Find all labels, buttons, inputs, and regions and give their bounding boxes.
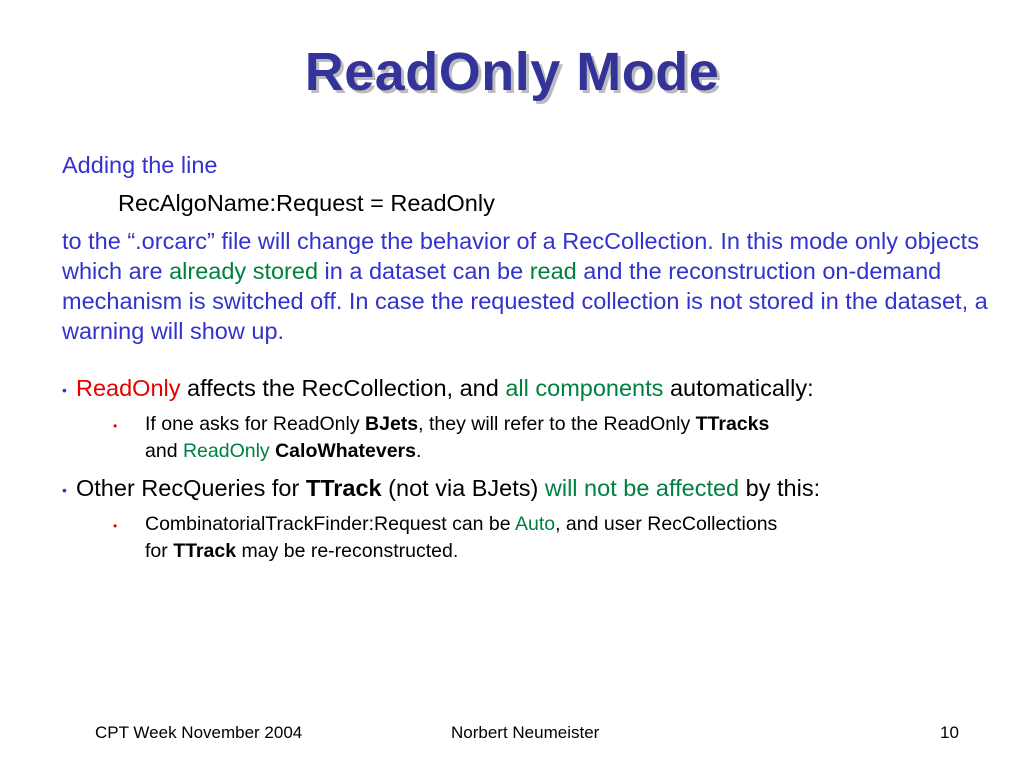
bullet2-e: by this: [739, 475, 821, 501]
sub1-c: , they will refer to the ReadOnly [418, 413, 696, 435]
sub-bullet-combinatorial [113, 511, 993, 565]
bullet-readonly [62, 373, 1002, 405]
intro-line: Adding the line [62, 152, 218, 178]
sub-bullet-dot: • [113, 419, 118, 433]
intro-text-e: and the reconstruction on-demand mechanism is switched off. In case the requested collection is not stored in the dataset, a warning will show up. [62, 258, 988, 344]
sub1-ttracks: TTracks [695, 413, 770, 435]
sub1-text [145, 411, 993, 465]
footer-author: Norbert Neumeister [451, 723, 600, 742]
sub-bullet-dot: • [113, 519, 118, 533]
intro-highlight-read: read [529, 258, 577, 284]
sub1-bjets: BJets [365, 413, 419, 435]
bullet-dot: • [62, 481, 67, 498]
sub2-d: for [145, 540, 174, 562]
footer-event: CPT Week November 2004 [95, 723, 303, 742]
sub1-a: If one asks for ReadOnly [145, 413, 366, 435]
intro-highlight-already-stored: already stored [169, 258, 319, 284]
intro-text-a: to the “.orcarc” file will change the behavior of a RecCollection. In this mode only objects which are [62, 228, 979, 284]
sub1-i: . [415, 440, 422, 462]
sub-bullet-bjets [113, 411, 993, 465]
bullet2-c: (not via BJets) [381, 475, 545, 501]
slide-title: ReadOnly Mode [304, 42, 720, 102]
bullet1-readonly: ReadOnly [76, 375, 181, 401]
bullet1-all-components: all components [505, 375, 664, 401]
bullet2-not-affected: will not be affected [544, 475, 740, 501]
bullet2-ttrack: TTrack [305, 475, 382, 501]
sub2-a: CombinatorialTrackFinder:Request can be [145, 513, 515, 535]
bullet2-a: Other RecQueries for [76, 475, 306, 501]
intro-paragraph [62, 226, 992, 346]
code-line: RecAlgoName:Request = ReadOnly [118, 190, 495, 216]
sub2-auto: Auto [514, 513, 556, 535]
sub2-c: , and user RecCollections [555, 513, 778, 535]
bullet1-text-d: automatically: [663, 375, 814, 401]
sub1-calowhatevers: CaloWhatevers [275, 440, 416, 462]
bullet-dot: • [62, 381, 67, 398]
bullet-other-recqueries [62, 473, 1002, 505]
sub2-ttrack: TTrack [173, 540, 237, 562]
intro-text-c: in a dataset can be [318, 258, 530, 284]
bullet1-text-b: affects the RecCollection, and [180, 375, 506, 401]
sub2-f: may be re-reconstructed. [236, 540, 459, 562]
sub2-text [145, 511, 993, 565]
sub1-e: and [145, 440, 183, 462]
sub1-readonly: ReadOnly [182, 440, 270, 462]
footer-page-number: 10 [940, 723, 959, 742]
